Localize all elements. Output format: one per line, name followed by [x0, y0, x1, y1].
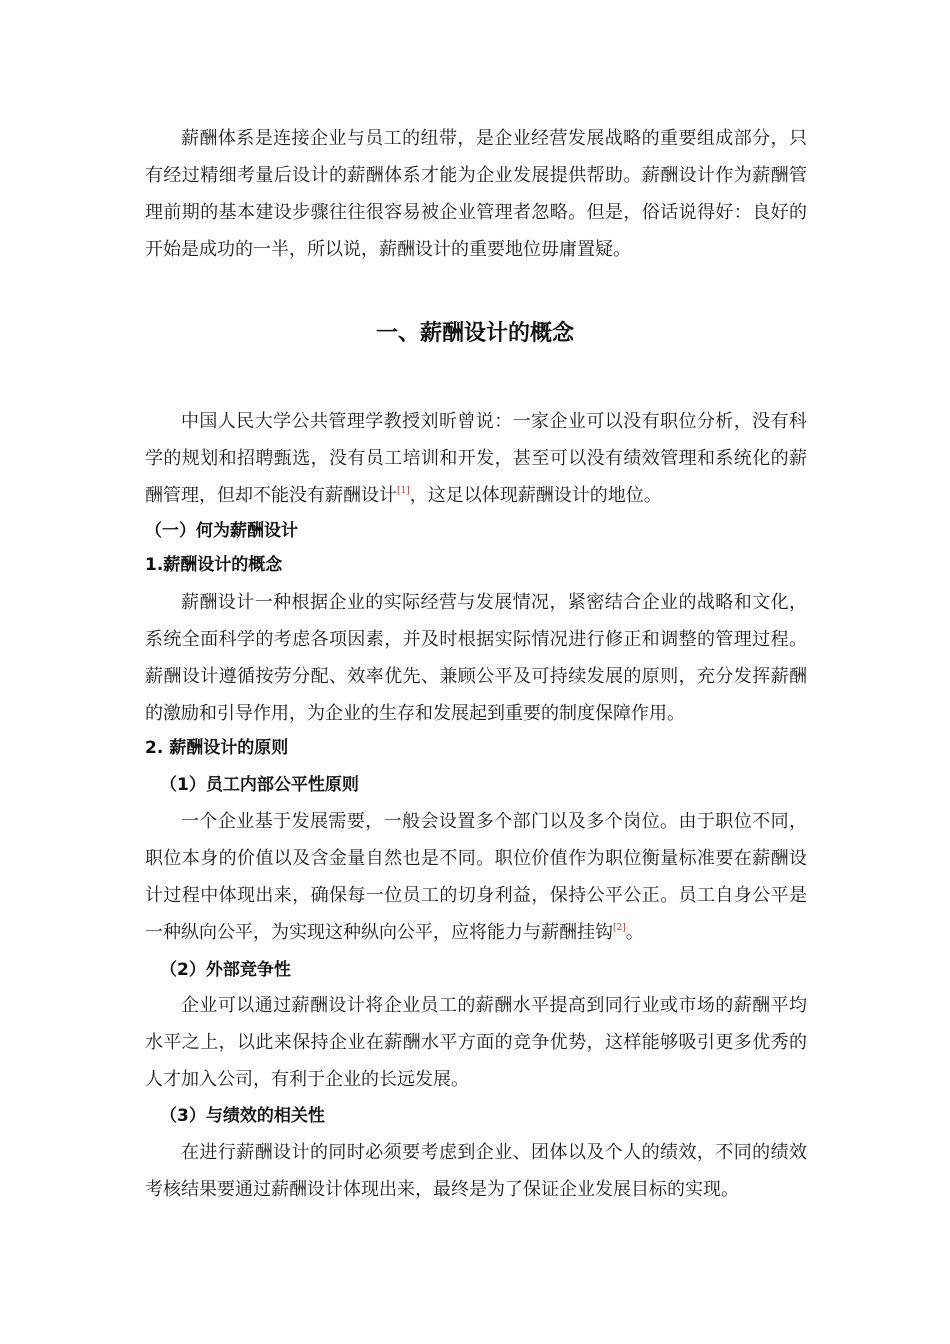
citation-ref-1[interactable]: [1] — [397, 486, 410, 496]
section-title: 一、薪酬设计的概念 — [375, 321, 574, 346]
subsection-heading: （一）何为薪酬设计 — [145, 521, 298, 541]
quote-text: 中国人民大学公共管理学教授刘昕曾说：一家企业可以没有职位分析，没有科学的规划和招聘甄选，没有员工培训和开发，甚至可以没有绩效管理和系统化的薪酬管理，但却不能没有薪酬设计 — [145, 411, 807, 506]
principle1-text-end: 。 — [625, 922, 644, 943]
principle2-heading: （2）外部竞争性 — [160, 960, 291, 980]
principle3-paragraph: 在进行薪酬设计的同时必须要考虑到企业、团体以及个人的绩效，不同的绩效考核结果要通过薪酬设计体现出来，最终是为了保证企业发展目标的实现。 — [145, 1142, 807, 1200]
citation-ref-2[interactable]: [2] — [613, 923, 626, 933]
quote-paragraph — [145, 403, 807, 514]
item1-heading: 1.薪酬设计的概念 — [145, 555, 283, 575]
principle3-heading: （3）与绩效的相关性 — [160, 1106, 325, 1126]
quote-text-end: ，这足以体现薪酬设计的地位。 — [409, 485, 662, 506]
principle2-paragraph: 企业可以通过薪酬设计将企业员工的薪酬水平提高到同行业或市场的薪酬平均水平之上，以此来保持企业在薪酬水平方面的竞争优势，这样能够吸引更多优秀的人才加入公司，有利于企业的长远发展。 — [145, 995, 807, 1090]
principle1-paragraph — [145, 803, 807, 951]
item2-heading: 2. 薪酬设计的原则 — [145, 738, 289, 758]
item1-paragraph: 薪酬设计一种根据企业的实际经营与发展情况，紧密结合企业的战略和文化，系统全面科学的考虑各项因素，并及时根据实际情况进行修正和调整的管理过程。薪酬设计遵循按劳分配、效率优先、兼顾公平及可持续发展的原则，充分发挥薪酬的激励和引导作用，为企业的生存和发展起到重要的制度保障作用。 — [145, 592, 807, 724]
intro-paragraph: 薪酬体系是连接企业与员工的纽带，是企业经营发展战略的重要组成部分，只有经过精细考量后设计的薪酬体系才能为企业发展提供帮助。薪酬设计作为薪酬管理前期的基本建设步骤往往很容易被企业管理者忽略。但是，俗话说得好：良好的开始是成功的一半，所以说，薪酬设计的重要地位毋庸置疑。 — [145, 128, 807, 260]
principle1-text: 一个企业基于发展需要，一般会设置多个部门以及多个岗位。由于职位不同，职位本身的价值以及含金量自然也是不同。职位价值作为职位衡量标准要在薪酬设计过程中体现出来，确保每一位员工的切身利益，保持公平公正。员工自身公平是一种纵向公平，为实现这种纵向公平，应将能力与薪酬挂钩 — [145, 811, 807, 943]
principle1-heading: （1）员工内部公平性原则 — [160, 775, 359, 795]
